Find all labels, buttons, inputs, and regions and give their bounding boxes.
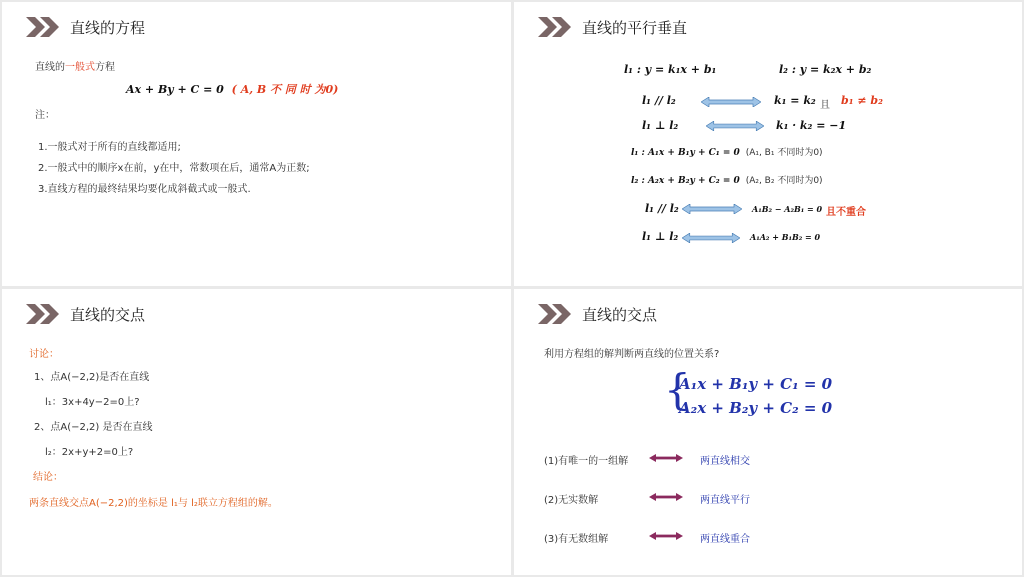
system-brace: { (664, 365, 691, 414)
panel-title: 直线的交点 (70, 305, 146, 324)
case-2-result: 两直线平行 (700, 495, 750, 506)
double-arrow-icon (649, 493, 683, 501)
note-item-2: 2.一般式中的顺序x在前，y在中，常数项在后，通常A为正数; (38, 163, 310, 174)
intro-prefix: 直线的 (35, 62, 65, 73)
intro-highlight: 一般式 (65, 62, 95, 73)
case-3-result: 两直线重合 (700, 534, 750, 545)
double-arrow-icon (649, 454, 683, 462)
general-l1 (631, 145, 823, 158)
case-3-condition: (3)有无数组解 (544, 534, 609, 545)
question-1: 1、点A(−2,2)是否在直线 (34, 372, 150, 383)
general-formula (126, 81, 338, 97)
question-1-line: l₁：3x+4y−2=0上? (45, 397, 140, 408)
formula-main: Ax + By + C = 0 (126, 83, 224, 96)
l2-slope-equation: l₂ : y = k₂x + b₂ (779, 63, 872, 76)
general-parallel-left: l₁ // l₂ (645, 202, 679, 215)
system-equation-1: A₁x + B₁y + C₁ = 0 (679, 375, 833, 393)
general-l2-eq: l₂ : A₂x + B₂y + C₂ = 0 (631, 176, 740, 186)
panel-title: 直线的方程 (70, 18, 146, 37)
question-2: 2、点A(−2,2) 是否在直线 (34, 422, 153, 433)
slide-panel-line-equation (2, 2, 511, 286)
general-l1-eq: l₁ : A₁x + B₁y + C₁ = 0 (631, 148, 740, 158)
double-arrow-icon (649, 532, 683, 540)
general-parallel-right: A₁B₂ − A₂B₁ = 0 (752, 204, 823, 214)
double-chevron-icon (26, 17, 64, 37)
double-arrow-icon (706, 121, 764, 131)
panel-header (26, 303, 145, 325)
case-2-condition: (2)无实数解 (544, 495, 599, 506)
case-1-condition: (1)有唯一的一组解 (544, 456, 629, 467)
panel-title: 直线的交点 (582, 305, 658, 324)
slide-panel-system-solutions (514, 289, 1022, 575)
slide-panel-parallel-perpendicular (514, 2, 1022, 286)
panel-header (538, 303, 657, 325)
panel-title: 直线的平行垂直 (582, 18, 688, 37)
panel-header (26, 16, 145, 38)
conclusion-text: 两条直线交点A(−2,2)的坐标是 l₁与 l₂联立方程组的解。 (29, 498, 278, 509)
general-l2-note: (A₂, B₂ 不同时为0) (745, 176, 823, 186)
note-label: 注： (35, 110, 55, 121)
discuss-label: 讨论： (29, 349, 59, 360)
panel-header (538, 16, 687, 38)
question-text: 利用方程组的解判断两直线的位置关系? (544, 349, 720, 360)
general-parallel-condition: 且不重合 (826, 207, 866, 218)
intro-suffix: 方程 (95, 62, 115, 73)
double-arrow-icon (682, 204, 742, 214)
system-equation-2: A₂x + B₂y + C₂ = 0 (679, 399, 833, 417)
double-chevron-icon (538, 17, 576, 37)
note-item-3: 3.直线方程的最终结果均要化成斜截式或一般式. (38, 184, 251, 195)
question-2-line: l₂：2x+y+2=0上? (45, 447, 134, 458)
general-perpendicular-right: A₁A₂ + B₁B₂ = 0 (750, 232, 821, 242)
general-l2 (631, 173, 823, 186)
parallel-condition: b₁ ≠ b₂ (841, 94, 883, 107)
perpendicular-right: k₁ · k₂ = −1 (776, 119, 847, 132)
perpendicular-left: l₁ ⊥ l₂ (642, 119, 679, 132)
case-1-result: 两直线相交 (700, 456, 750, 467)
note-item-1: 1.一般式对于所有的直线都适用; (38, 142, 181, 153)
general-l1-note: (A₁, B₁ 不同时为0) (745, 148, 823, 158)
intro-line (35, 58, 115, 73)
slide-panel-intersection-discussion (2, 289, 511, 575)
double-chevron-icon (538, 304, 576, 324)
l1-slope-equation: l₁ : y = k₁x + b₁ (624, 63, 717, 76)
parallel-and: 且 (820, 100, 830, 111)
parallel-left: l₁ // l₂ (642, 94, 676, 107)
double-arrow-icon (701, 97, 761, 107)
general-perpendicular-left: l₁ ⊥ l₂ (642, 230, 679, 243)
double-arrow-icon (682, 233, 740, 243)
parallel-right: k₁ = k₂ (774, 94, 816, 107)
double-chevron-icon (26, 304, 64, 324)
formula-note: ( A, B 不 同 时 为0) (231, 83, 339, 96)
conclusion-label: 结论： (33, 472, 63, 483)
